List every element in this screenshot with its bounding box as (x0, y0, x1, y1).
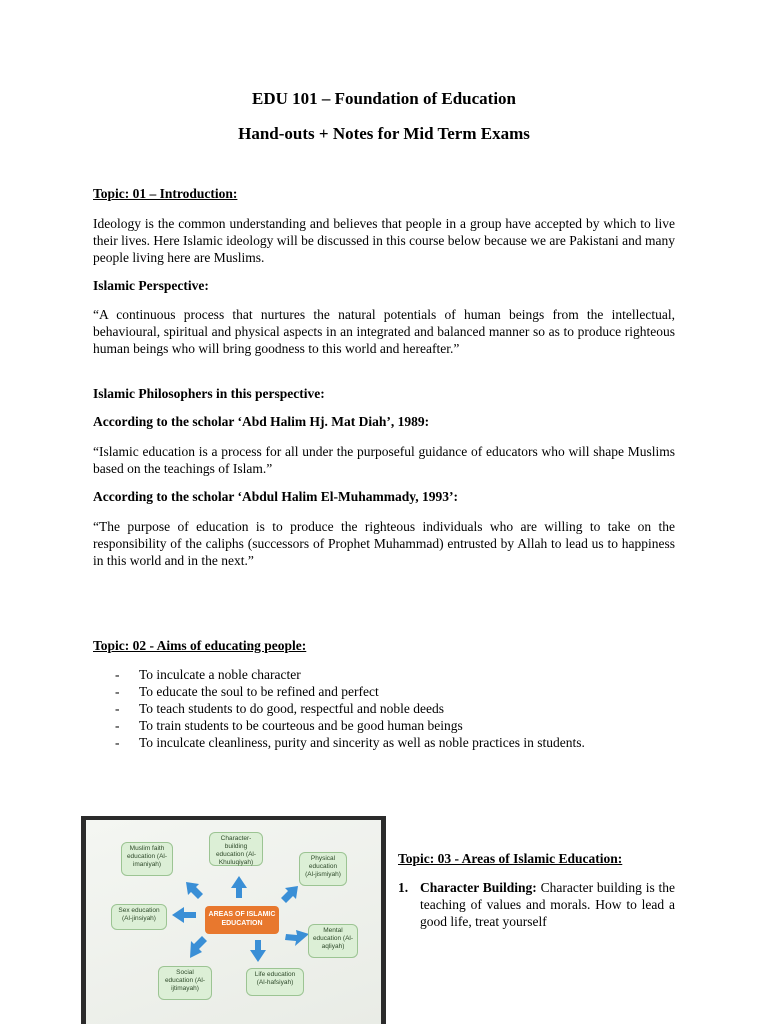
document-subtitle: Hand-outs + Notes for Mid Term Exams (238, 124, 530, 143)
aims-list (115, 666, 585, 751)
aims-list-item: - To inculcate a noble character (115, 666, 585, 683)
aims-list-item: - To educate the soul to be refined and perfect (115, 683, 585, 700)
scholar1-heading: According to the scholar ‘Abd Halim Hj. Mat Diah’, 1989: (93, 414, 430, 429)
scholar2-heading: According to the scholar ‘Abdul Halim El-Muhammady, 1993’: (93, 489, 459, 504)
topic1-heading: Topic: 01 – Introduction: (93, 186, 238, 201)
physical-node: Physical education (Al-jismiyah) (299, 852, 347, 886)
perspective-text: “A continuous process that nurtures the natural potentials of human beings from the intellectual, behavioural, spiritual and physical aspects in an integrated and balanced manner so as to produce righteous human beings who will bring goodness to this world and hereafter.” (93, 307, 675, 356)
topic2-heading: Topic: 02 - Aims of educating people: (93, 638, 307, 653)
areas-diagram-photo (81, 816, 386, 1024)
scholar2-text: “The purpose of education is to produce the righteous individuals who are willing to take on the responsibility of the caliphs (successors of Prophet Muhammad) entrusted by Allah to lead us to happiness in this world and in the next.” (93, 519, 675, 568)
arrow-up-left-icon (186, 882, 203, 899)
topic3-heading: Topic: 03 - Areas of Islamic Education: (398, 851, 623, 866)
aims-list-item: - To train students to be courteous and be good human beings (115, 717, 585, 734)
life-education-node: Life education (Al-hafsiyah) (246, 968, 304, 996)
perspective-heading: Islamic Perspective: (93, 278, 209, 293)
character-building-node: Character-building education (Al-Khuluqiyah) (209, 832, 263, 866)
list-item (398, 879, 675, 930)
topic1-intro: Ideology is the common understanding and believes that people in a group have accepted by which to live their lives. Here Islamic ideology will be discussed in this course below because we are Pakistani and many people living here are Muslims. (93, 216, 675, 265)
document-title: EDU 101 – Foundation of Education (251, 89, 517, 108)
arrow-up-icon (231, 876, 247, 898)
areas-list (398, 879, 675, 930)
aims-list-item: - To inculcate cleanliness, purity and sincerity as well as noble practices in students. (115, 734, 585, 751)
diagram-center-box: AREAS OF ISLAMIC EDUCATION (205, 906, 279, 934)
muslim-faith-node: Muslim faith education (Al-imaniyah) (121, 842, 173, 876)
philosophers-heading: Islamic Philosophers in this perspective: (93, 386, 325, 401)
diagram-slide (86, 820, 381, 1024)
arrow-down-icon (250, 940, 266, 962)
arrow-down-left-icon (190, 936, 207, 958)
arrow-right-icon (285, 930, 309, 946)
aims-list-item: - To teach students to do good, respectful and noble deeds (115, 700, 585, 717)
sex-education-node: Sex education (Al-jinsiyah) (111, 904, 167, 930)
social-node: Social education (Al-ijtimayah) (158, 966, 212, 1000)
mental-node: Mental education (Al-aqliyah) (308, 924, 358, 958)
list-item-text: Character building is the teaching of values and morals. How to lead a good life, treat yourself (420, 880, 675, 929)
list-number: 1. (398, 880, 409, 895)
arrow-left-icon (172, 907, 196, 923)
arrow-up-right-icon (281, 886, 298, 903)
scholar1-text: “Islamic education is a process for all under the purposeful guidance of educators who will shape Muslims based on the teachings of Islam.” (93, 444, 675, 476)
list-item-title: Character Building: (420, 880, 537, 895)
